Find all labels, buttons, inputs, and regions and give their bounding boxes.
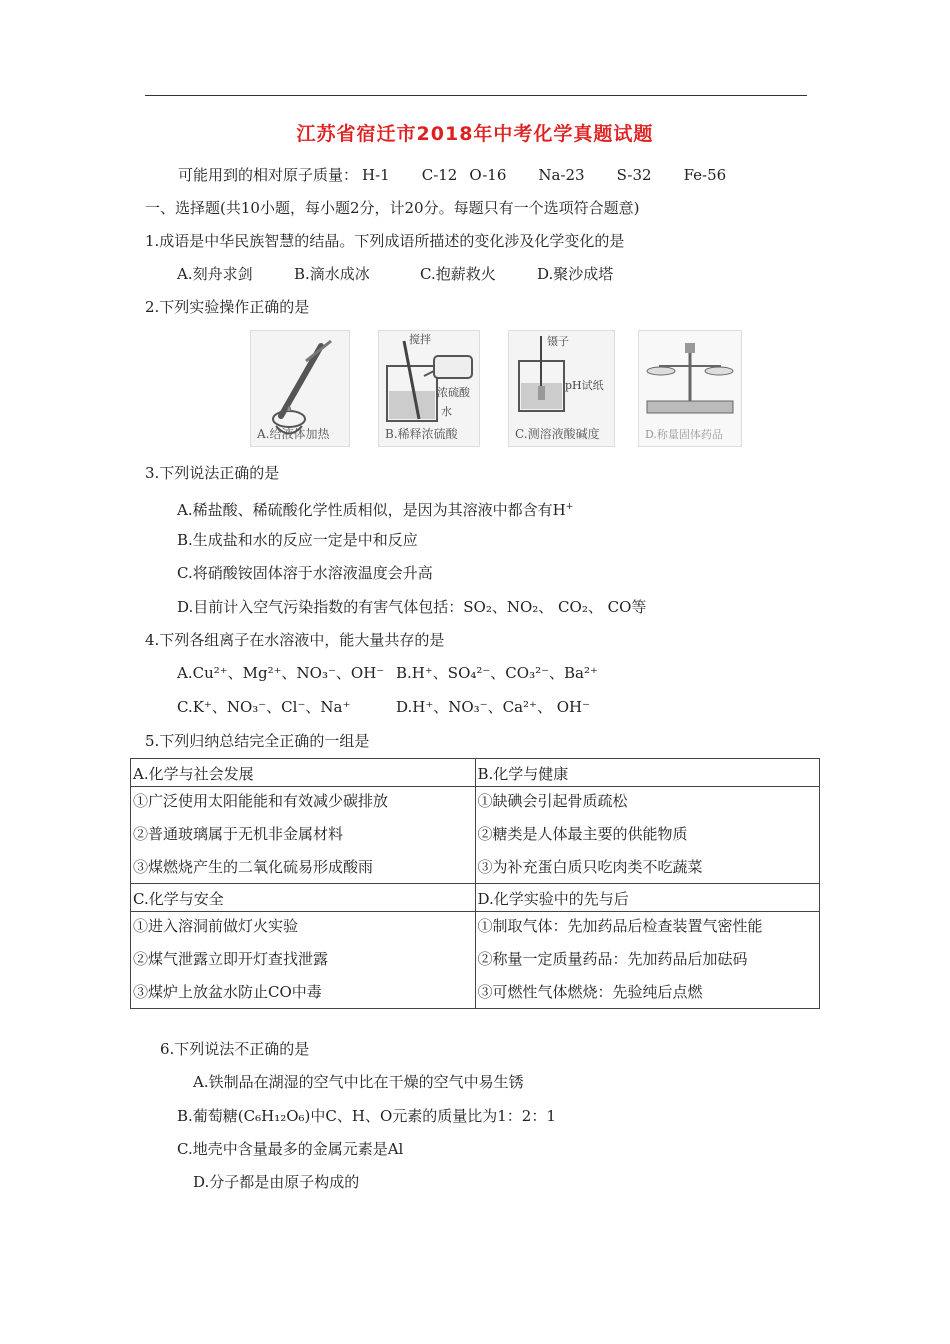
table-item: ①制取气体：先加药品后检查装置气密性能	[477, 917, 763, 935]
mass-item: O-16	[469, 166, 507, 184]
figure-b-dilute-acid	[378, 330, 480, 447]
table-item: ③可燃性气体燃烧：先验纯后点燃	[477, 983, 703, 1001]
q6-option-a: A.铁制品在湖湿的空气中比在干燥的空气中易生锈	[193, 1073, 524, 1091]
figure-b-water-label: 水	[441, 405, 452, 418]
question-5-stem: 5.下列归纳总结完全正确的一组是	[145, 732, 370, 750]
table-item: ①广泛使用太阳能能和有效减少碳排放	[133, 792, 389, 810]
page-title: 江苏省宿迁市2018年中考化学真题试题	[296, 123, 654, 145]
table-cell-header: D.化学实验中的先与后	[475, 884, 820, 912]
table-cell-header: A.化学与社会发展	[131, 759, 476, 787]
q3-option-a-text: A.稀盐酸、稀硫酸化学性质相似，是因为其溶液中都含有H	[177, 501, 566, 519]
atomic-masses	[178, 165, 758, 185]
table-cell	[131, 912, 476, 1009]
section-heading: 一、选择题(共10小题，每小题2分，计20分。每题只有一个选项符合题意)	[145, 199, 640, 217]
figure-d-caption: D.称量固体药品	[645, 428, 723, 441]
mass-item: Na-23	[538, 166, 585, 184]
figure-b-stir-label: 搅拌	[409, 333, 431, 346]
figure-c-tweezer-label: 镊子	[547, 335, 569, 348]
table-cell-header: C.化学与安全	[131, 884, 476, 912]
q3-option-c: C.将硝酸铵固体溶于水溶液温度会升高	[177, 564, 433, 582]
table-item: ①进入溶洞前做灯火实验	[133, 917, 299, 935]
table-item: ①缺碘会引起骨质疏松	[477, 792, 628, 810]
q6-option-b: B.葡萄糖(C₆H₁₂O₆)中C、H、O元素的质量比为1：2：1	[177, 1107, 556, 1125]
figure-b-acid-label: 浓硫酸	[437, 386, 470, 399]
table-cell	[475, 912, 820, 1009]
mass-item: C-12	[421, 166, 458, 184]
q4-option-d: D.H⁺、NO₃⁻、Ca²⁺、 OH⁻	[396, 698, 591, 716]
table-row	[131, 912, 820, 1009]
table-cell	[131, 787, 476, 884]
table-item: ②煤气泄露立即开灯查找泄露	[133, 950, 329, 968]
q4-option-b: B.H⁺、SO₄²⁻、CO₃²⁻、Ba²⁺	[396, 664, 598, 682]
figure-a-heating-liquid	[250, 330, 350, 447]
atomic-masses-label: 可能用到的相对原子质量：	[178, 166, 359, 184]
figure-b-caption: B.稀释浓硫酸	[385, 427, 458, 441]
q1-option-b: B.滴水成冰	[294, 265, 370, 283]
table-row	[131, 759, 820, 787]
table-cell-header: B.化学与健康	[475, 759, 820, 787]
q1-option-a: A.刻舟求剑	[177, 265, 253, 283]
table-row	[131, 787, 820, 884]
q6-option-c: C.地壳中含量最多的金属元素是Al	[177, 1140, 404, 1158]
mass-item: H-1	[362, 166, 390, 184]
q3-option-d: D.目前计入空气污染指数的有害气体包括：SO₂、NO₂、 CO₂、 CO等	[177, 598, 647, 616]
figure-a-caption: A.给液体加热	[257, 427, 330, 441]
table-item: ③煤燃烧产生的二氧化硫易形成酸雨	[133, 858, 374, 876]
figure-c-paper-label: pH试纸	[565, 379, 604, 392]
q1-option-d: D.聚沙成塔	[537, 265, 614, 283]
q3-option-a	[177, 497, 573, 520]
q5-summary-table	[130, 758, 820, 1009]
q3-option-a-sup: +	[565, 502, 574, 512]
question-1-stem: 1.成语是中华民族智慧的结晶。下列成语所描述的变化涉及化学变化的是	[145, 232, 625, 250]
table-item: ③煤炉上放盆水防止CO中毒	[133, 983, 322, 1001]
table-row	[131, 884, 820, 912]
q4-option-a: A.Cu²⁺、Mg²⁺、NO₃⁻、OH⁻	[177, 664, 385, 682]
mass-item: Fe-56	[683, 166, 727, 184]
mass-item: S-32	[616, 166, 652, 184]
table-item: ②糖类是人体最主要的供能物质	[477, 825, 688, 843]
question-4-stem: 4.下列各组离子在水溶液中，能大量共存的是	[145, 631, 445, 649]
header-rule	[145, 95, 807, 96]
question-6-stem: 6.下列说法不正确的是	[160, 1040, 310, 1058]
table-item: ②称量一定质量药品：先加药品后加砝码	[477, 950, 748, 968]
table-item: ②普通玻璃属于无机非金属材料	[133, 825, 344, 843]
question-2-stem: 2.下列实验操作正确的是	[145, 298, 310, 316]
q4-option-c: C.K⁺、NO₃⁻、Cl⁻、Na⁺	[177, 698, 351, 716]
table-cell	[475, 787, 820, 884]
q6-option-d: D.分子都是由原子构成的	[193, 1173, 360, 1191]
question-3-stem: 3.下列说法正确的是	[145, 464, 280, 482]
figure-d-weighing	[638, 330, 742, 447]
q1-option-c: C.抱薪救火	[420, 265, 496, 283]
figure-c-ph-test	[508, 330, 615, 447]
q3-option-b: B.生成盐和水的反应一定是中和反应	[177, 531, 418, 549]
table-item: ③为补充蛋白质只吃肉类不吃蔬菜	[477, 858, 703, 876]
figure-c-caption: C.测溶液酸碱度	[515, 427, 600, 441]
